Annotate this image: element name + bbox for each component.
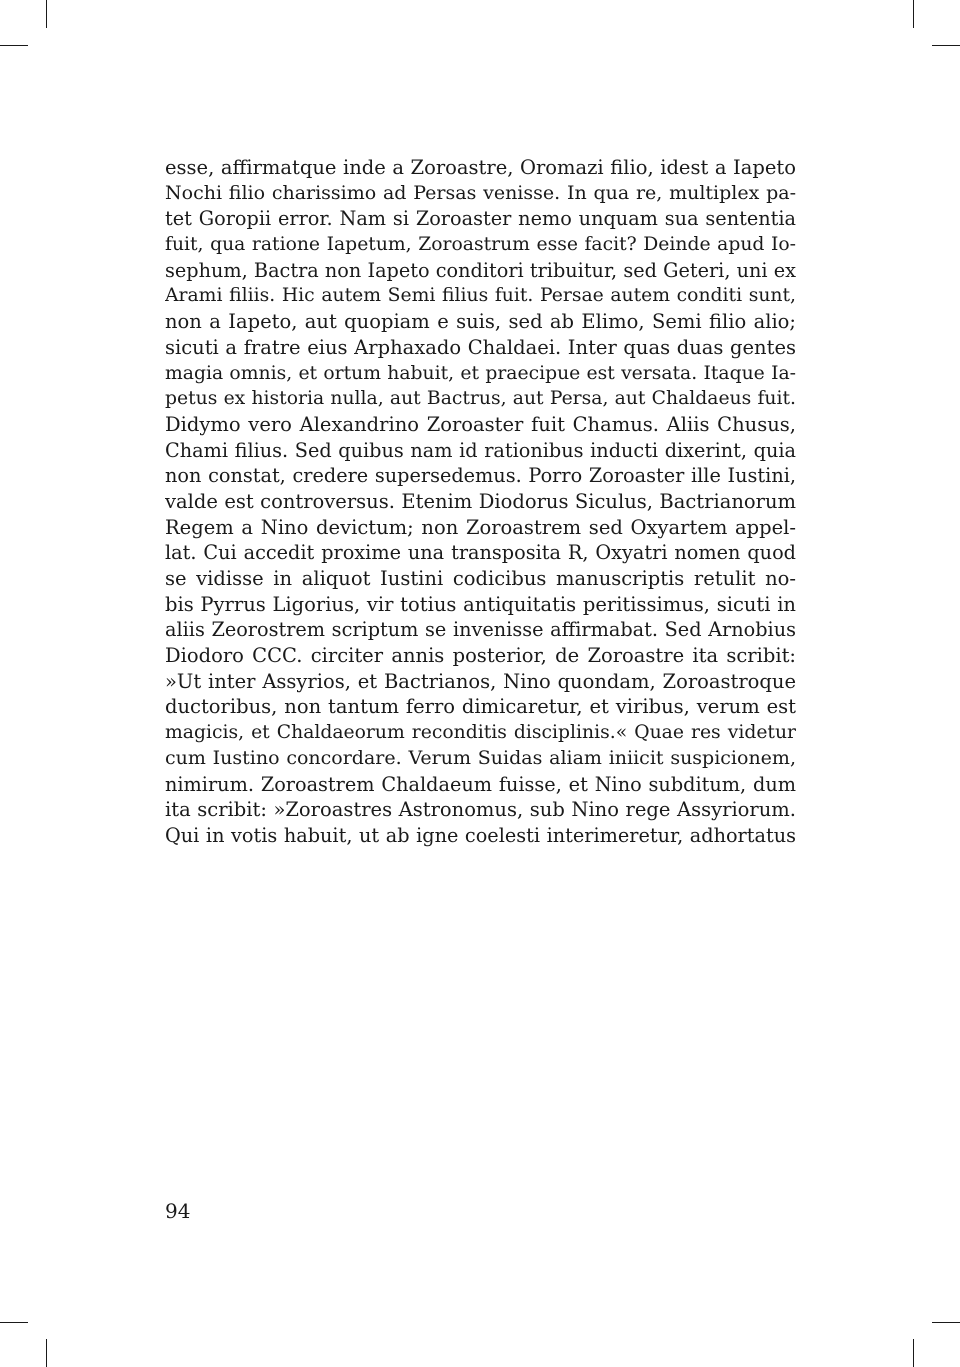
crop-mark-bottom-right-horizontal <box>932 1322 960 1323</box>
crop-mark-top-left-horizontal <box>0 45 28 46</box>
page-number: 94 <box>165 1199 191 1223</box>
text-line: cum Iustino concordare. Verum Suidas aliam iniicit suspicionem, <box>165 746 796 769</box>
text-line: Chami filius. Sed quibus nam id rationibus inducti dixerint, quia <box>165 438 796 462</box>
text-line: »Ut inter Assyrios, et Bactrianos, Nino quondam, Zoroastroque <box>165 669 796 693</box>
text-line: Didymo vero Alexandrino Zoroaster fuit Chamus. Aliis Chusus, <box>165 412 796 436</box>
text-line: Diodoro CCC. circiter annis posterior, de Zoroastre ita scribit: <box>165 644 796 668</box>
crop-mark-bottom-right-vertical <box>913 1339 914 1367</box>
text-line: petus ex historia nulla, aut Bactrus, aut Persa, aut Chaldaeus fuit. <box>165 388 796 410</box>
text-line: sephum, Bactra non Iapeto conditori tribuitur, sed Geteri, uni ex <box>165 258 796 282</box>
text-line: Regem a Nino devictum; non Zoroastrem sed Oxyartem appel- <box>165 515 796 539</box>
text-line: fuit, qua ratione Iapetum, Zoroastrum esse facit? Deinde apud Io- <box>165 234 796 256</box>
crop-mark-top-right-vertical <box>913 0 914 28</box>
text-line: se vidisse in aliquot Iustini codicibus manuscriptis retulit no- <box>165 567 796 590</box>
text-line: bis Pyrrus Ligorius, vir totius antiquitatis peritissimus, sicuti in <box>165 592 796 616</box>
text-line: magia omnis, et ortum habuit, et praecipue est versata. Itaque Ia- <box>165 362 796 384</box>
body-text <box>165 155 796 849</box>
text-line: magicis, et Chaldaeorum reconditis disciplinis.« Quae res videtur <box>165 722 796 744</box>
text-line: lat. Cui accedit proxime una transposita R, Oxyatri nomen quod <box>165 541 796 565</box>
text-line: Qui in votis habuit, ut ab igne coelesti interimeretur, adhortatus <box>165 823 796 847</box>
text-line: aliis Zeorostrem scriptum se invenisse affirmabat. Sed Arnobius <box>165 618 796 642</box>
text-line: non constat, credere supersedemus. Porro Zoroaster ille Iustini, <box>165 464 796 488</box>
text-line: valde est controversus. Etenim Diodorus Siculus, Bactrianorum <box>165 489 796 513</box>
text-line: ductoribus, non tantum ferro dimicaretur, et viribus, verum est <box>165 695 796 719</box>
text-line: ita scribit: »Zoroastres Astronomus, sub Nino rege Assyriorum. <box>165 798 796 822</box>
text-line: nimirum. Zoroastrem Chaldaeum fuisse, et Nino subditum, dum <box>165 772 796 796</box>
crop-mark-top-left-vertical <box>46 0 47 28</box>
crop-mark-bottom-left-horizontal <box>0 1322 28 1323</box>
text-line: esse, affirmatque inde a Zoroastre, Oromazi filio, idest a Iapeto <box>165 156 796 179</box>
crop-mark-top-right-horizontal <box>932 45 960 46</box>
text-line: Nochi filio charissimo ad Persas venisse. In qua re, multiplex pa- <box>165 181 796 204</box>
crop-mark-bottom-left-vertical <box>46 1339 47 1367</box>
text-line: tet Goropii error. Nam si Zoroaster nemo unquam sua sententia <box>165 207 796 231</box>
text-line: Arami filiis. Hic autem Semi filius fuit. Persae autem conditi sunt, <box>165 285 796 307</box>
text-line: non a Iapeto, aut quopiam e suis, sed ab Elimo, Semi filio alio; <box>165 310 796 334</box>
text-line: sicuti a fratre eius Arphaxado Chaldaei. Inter quas duas gentes <box>165 335 796 359</box>
